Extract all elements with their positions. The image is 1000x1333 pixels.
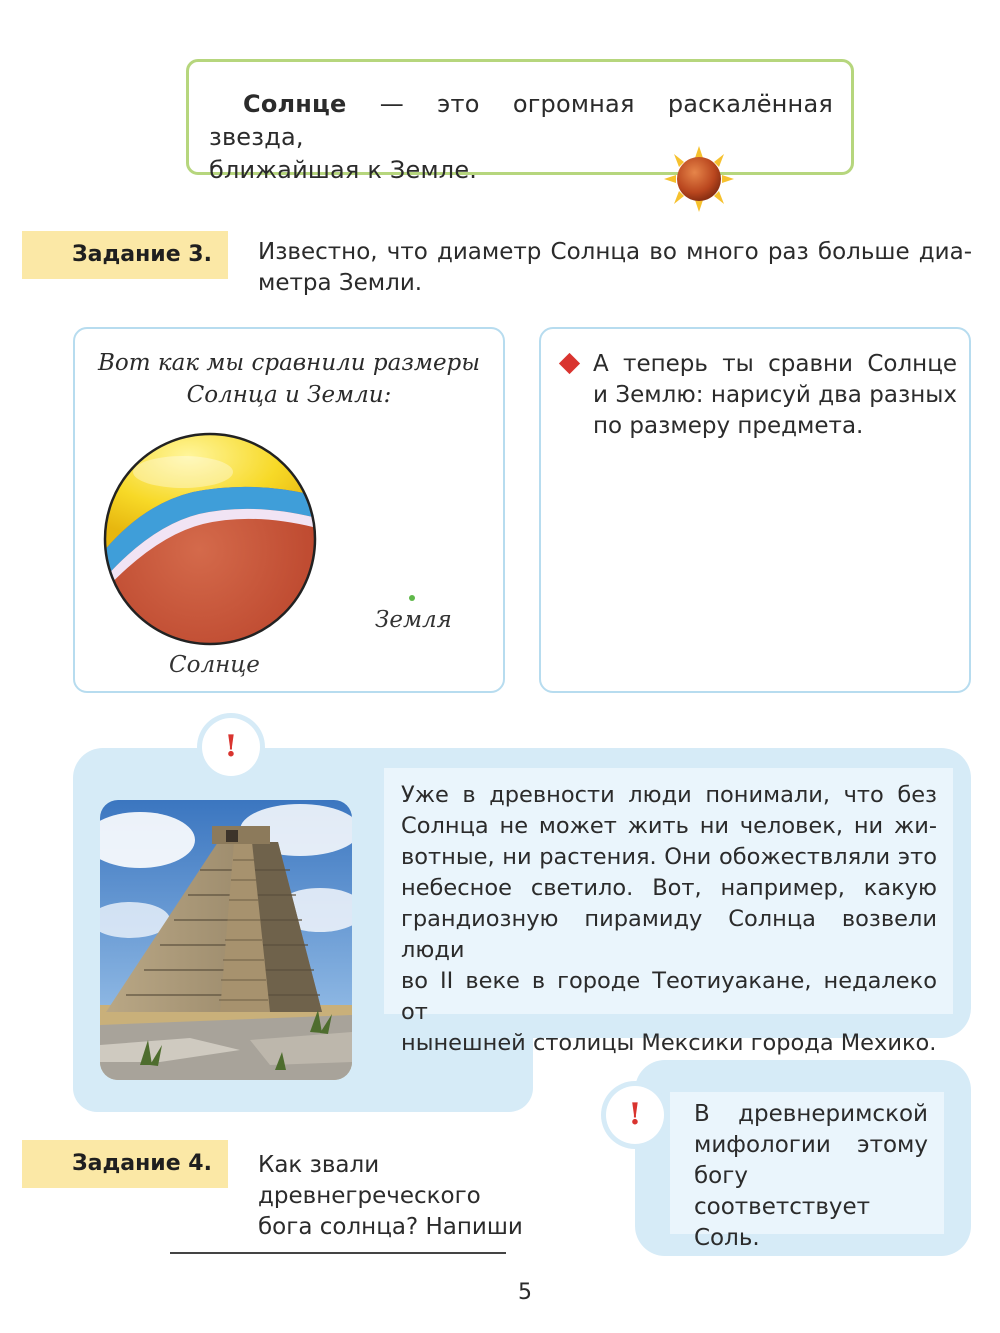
earth-dot bbox=[409, 595, 415, 601]
info-line: нынешней столицы Мексики города Мехико. bbox=[401, 1030, 937, 1056]
definition-line-1 bbox=[209, 88, 833, 154]
earth-label: Земля bbox=[375, 607, 452, 633]
sun-ball-illustration bbox=[103, 432, 317, 646]
task-4-line-2: бога солнца? Напиши bbox=[258, 1214, 523, 1240]
page-number: 5 bbox=[518, 1280, 532, 1305]
info2-line: Соль. bbox=[694, 1225, 760, 1251]
task-3-label: Задание 3. bbox=[22, 231, 228, 279]
definition-term: Солнце bbox=[243, 90, 347, 118]
info2-text bbox=[670, 1092, 944, 1251]
pyramid-image bbox=[100, 800, 352, 1080]
task-3-line-2: метра Земли. bbox=[258, 270, 423, 296]
comparison-caption-line-1: Вот как мы сравнили размеры bbox=[97, 350, 481, 376]
info2-line: мифологии этому bbox=[694, 1132, 928, 1158]
exclamation-icon: ! bbox=[202, 718, 260, 776]
answer-line[interactable] bbox=[170, 1252, 506, 1254]
task-4-text bbox=[258, 1150, 608, 1243]
drawing-instruction-line-2: и Землю: нарисуй два разных bbox=[593, 382, 957, 408]
drawing-instruction bbox=[593, 349, 957, 442]
info-line: небесное светило. Вот, например, какую bbox=[401, 875, 937, 901]
drawing-instruction-line-1: А теперь ты сравни Солнце bbox=[593, 351, 957, 377]
definition-box bbox=[186, 59, 854, 184]
info-line: во II веке в городе Теотиуакане, недалеко от bbox=[401, 968, 937, 1025]
definition-text: — это огромная раскалённая звезда, bbox=[209, 90, 833, 151]
drawing-panel[interactable] bbox=[539, 327, 971, 693]
drawing-instruction-line-3: по размеру предмета. bbox=[593, 413, 864, 439]
sun-icon bbox=[664, 146, 734, 212]
task-3-line-1: Известно, что диаметр Солнца во много раз больше диа- bbox=[258, 239, 972, 265]
task-4-line-1: Как звали древнегреческого bbox=[258, 1152, 481, 1209]
task-3-text bbox=[258, 237, 972, 299]
comparison-panel bbox=[73, 327, 505, 693]
info-line: вотные, ни растения. Они обожествляли это bbox=[401, 844, 937, 870]
info-line: Уже в древности люди понимали, что без bbox=[401, 782, 937, 808]
task-4-label: Задание 4. bbox=[22, 1140, 228, 1188]
info-text bbox=[384, 768, 953, 1056]
info2-line: богу соответствует bbox=[694, 1163, 871, 1220]
exclamation-icon-2: ! bbox=[606, 1086, 664, 1144]
diamond-bullet-icon bbox=[559, 353, 580, 374]
info-line: грандиозную пирамиду Солнца возвели люди bbox=[401, 906, 937, 963]
info2-line: В древнеримской bbox=[694, 1101, 928, 1127]
info-line: Солнца не может жить ни человек, ни жи- bbox=[401, 813, 937, 839]
comparison-caption bbox=[75, 347, 503, 411]
definition-line-2: ближайшая к Земле. bbox=[209, 156, 478, 184]
sun-label: Солнце bbox=[169, 652, 260, 678]
comparison-caption-line-2: Солнца и Земли: bbox=[186, 382, 392, 408]
